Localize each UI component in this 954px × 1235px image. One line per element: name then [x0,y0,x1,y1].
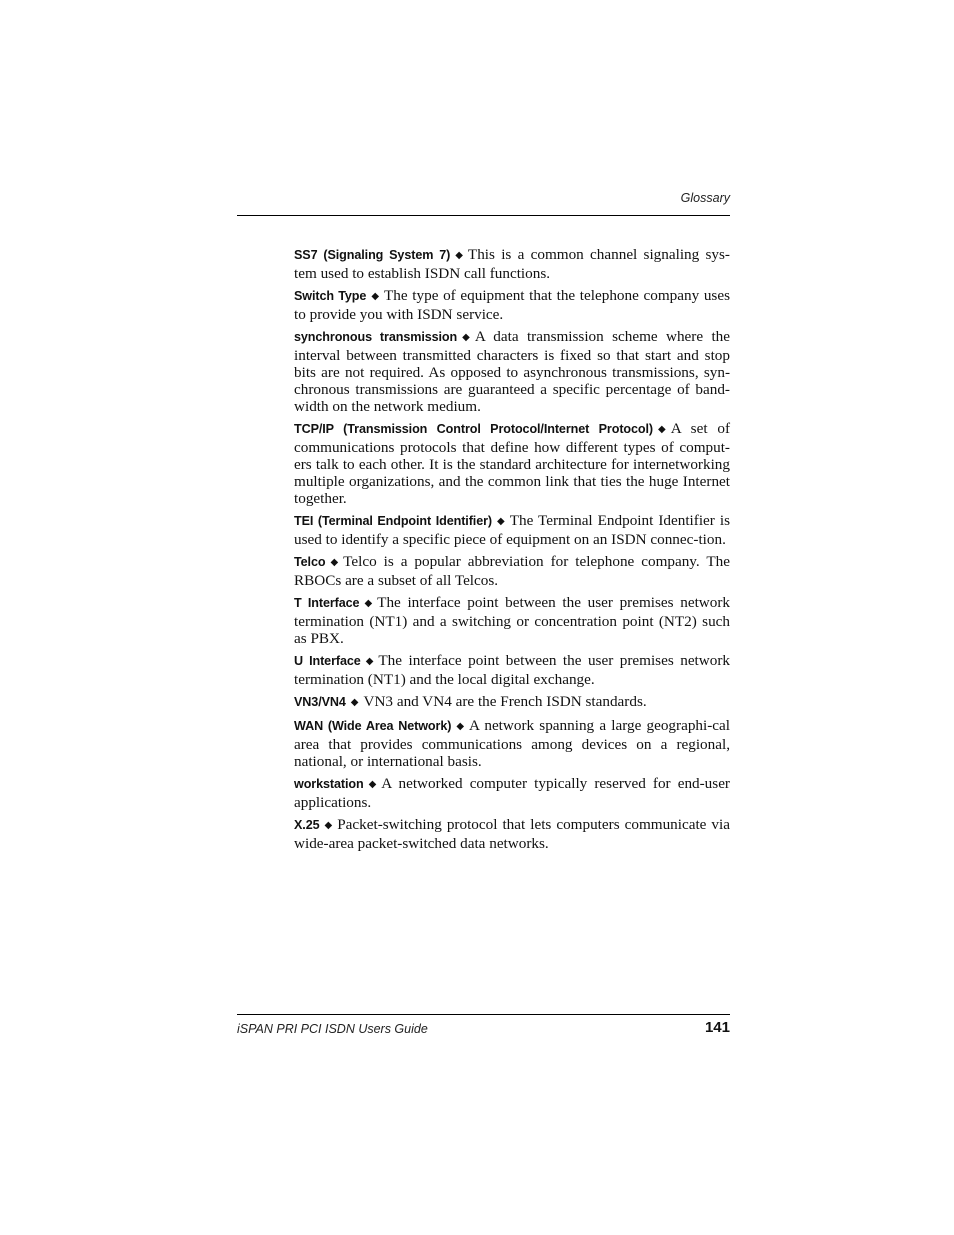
entry-term: workstation [294,777,364,791]
entry-term: T Interface [294,596,360,610]
glossary-entry [294,717,730,770]
entry-definition: A set of communications protocols that define how different types of comput-ers talk to each other. It is the standard architecture for internetworking multiple organizations, and the common link that ties the huge Internet together. [294,420,731,507]
diamond-separator-icon: ◆ [364,598,373,609]
diamond-separator-icon: ◆ [330,557,339,568]
entry-term: TCP/IP (Transmission Control Protocol/Internet Protocol) [294,422,654,436]
glossary-entry [294,594,730,647]
entry-definition: The type of equipment that the telephone company uses to provide you with ISDN service. [294,287,730,323]
entry-term: synchronous transmission [294,330,458,344]
glossary-entry [294,420,730,507]
glossary-entries [294,246,730,857]
diamond-separator-icon: ◆ [350,697,359,708]
entry-definition: A networked computer typically reserved for end-user applications. [294,775,730,811]
entry-term: X.25 [294,818,320,832]
entry-term: U Interface [294,654,361,668]
glossary-entry [294,246,730,282]
entry-term: SS7 (Signaling System 7) [294,248,451,262]
glossary-entry [294,328,730,415]
entry-term: WAN (Wide Area Network) [294,719,452,733]
footer-rule [237,1014,730,1015]
glossary-entry [294,512,730,548]
diamond-separator-icon: ◆ [324,820,333,831]
glossary-entry [294,287,730,323]
glossary-entry [294,816,730,852]
entry-definition: The Terminal Endpoint Identifier is used to identify a specific piece of equipment on an ISDN connec-tion. [294,512,730,548]
diamond-separator-icon: ◆ [455,250,463,261]
running-header: Glossary [680,191,730,205]
entry-term: VN3/VN4 [294,695,346,709]
diamond-separator-icon: ◆ [365,656,374,667]
diamond-separator-icon: ◆ [462,332,470,343]
diamond-separator-icon: ◆ [368,779,377,790]
entry-definition: A data transmission scheme where the interval between transmitted characters is fixed so that start and stop bits are not required. As opposed to asynchronous transmissions, syn-chronous transmissions are guaranteed a specific percentage of band-width on the network medium. [294,328,731,415]
entry-definition: This is a common channel signaling sys-tem used to establish ISDN call functions. [294,246,730,282]
diamond-separator-icon: ◆ [497,516,505,527]
diamond-separator-icon: ◆ [371,291,380,302]
entry-term: Telco [294,555,326,569]
entry-definition: The interface point between the user premises network termination (NT1) and the local digital exchange. [294,652,730,688]
glossary-entry [294,693,730,712]
footer-document-title: iSPAN PRI PCI ISDN Users Guide [237,1022,428,1036]
entry-definition: Telco is a popular abbreviation for telephone company. The RBOCs are a subset of all Telcos. [294,553,730,589]
entry-definition: A network spanning a large geographi-cal area that provides communications among devices on a regional, national, or international basis. [294,717,730,770]
entry-term: TEI (Terminal Endpoint Identifier) [294,514,492,528]
entry-definition: VN3 and VN4 are the French ISDN standards. [363,693,647,710]
glossary-entry [294,652,730,688]
glossary-entry [294,553,730,589]
diamond-separator-icon: ◆ [456,721,465,732]
entry-definition: The interface point between the user premises network termination (NT1) and a switching or concentration point (NT2) such as PBX. [294,594,731,647]
glossary-entry [294,775,730,811]
entry-term: Switch Type [294,289,367,303]
entry-definition: Packet-switching protocol that lets computers communicate via wide-area packet-switched data networks. [294,816,730,852]
diamond-separator-icon: ◆ [658,424,666,435]
page-number: 141 [704,1019,730,1036]
header-rule [237,215,730,216]
